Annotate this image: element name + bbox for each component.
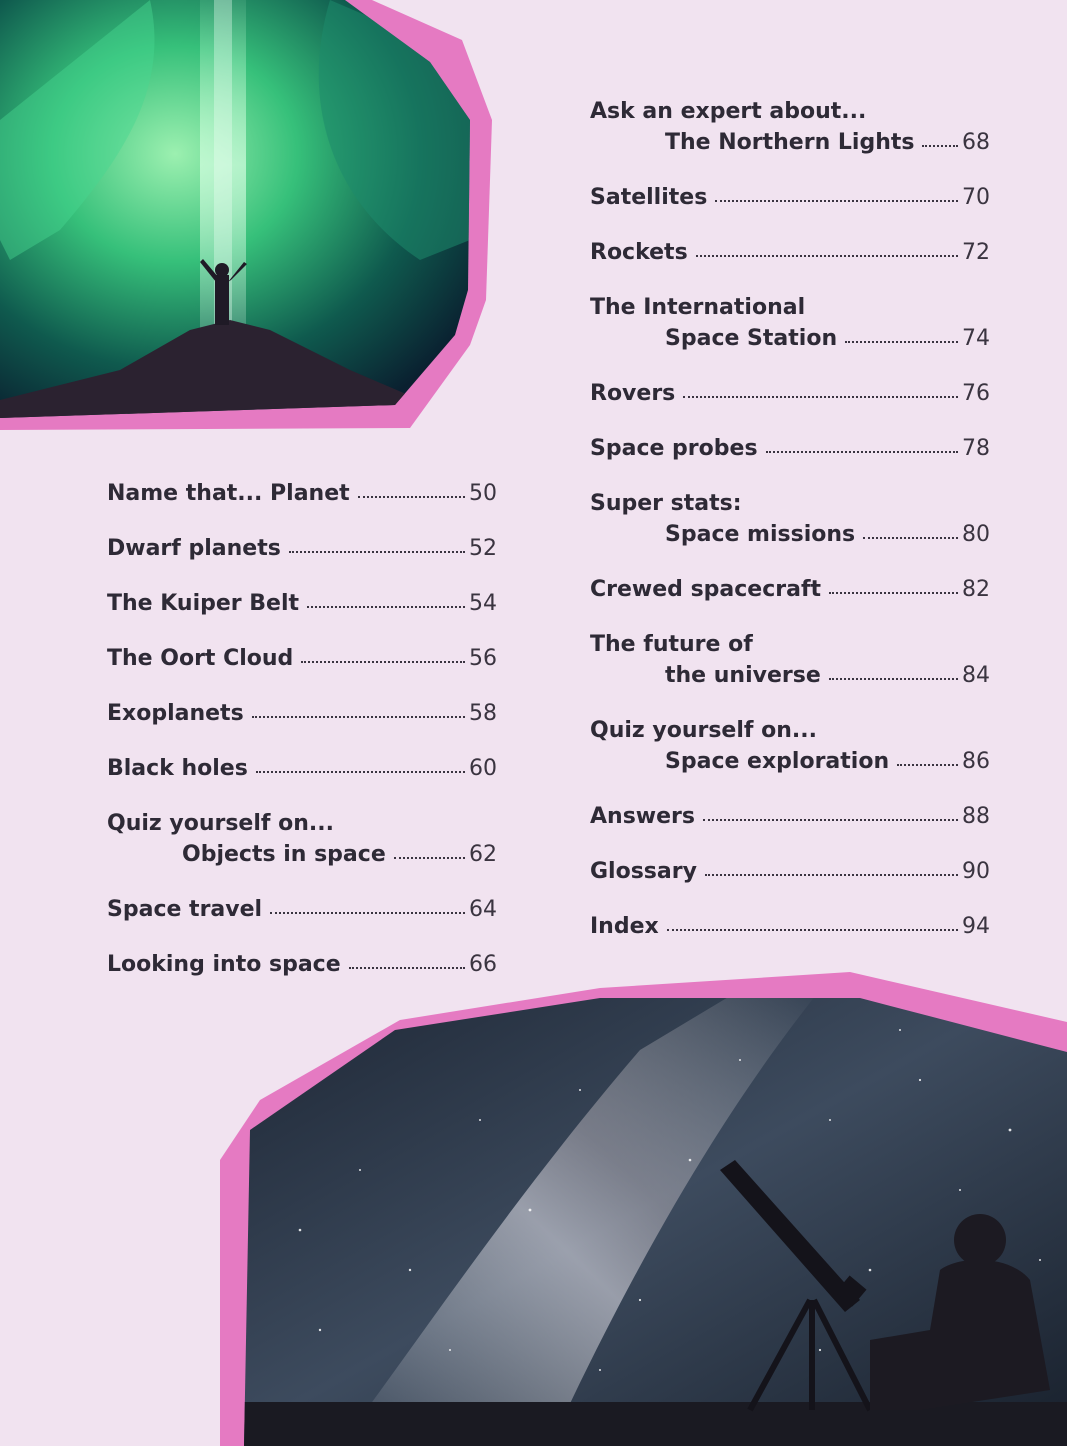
toc-entry-title: Black holes bbox=[107, 756, 248, 781]
dot-leader bbox=[829, 676, 958, 680]
toc-entry-title: Satellites bbox=[590, 185, 708, 210]
dot-leader bbox=[667, 927, 958, 931]
toc-entry-page: 84 bbox=[962, 663, 990, 688]
dot-leader bbox=[252, 714, 465, 718]
toc-entry-title: Exoplanets bbox=[107, 701, 244, 726]
toc-entry-title: Glossary bbox=[590, 859, 697, 884]
toc-entry[interactable] bbox=[107, 533, 497, 564]
telescope-photo bbox=[220, 970, 1067, 1446]
toc-entry-title: Crewed spacecraft bbox=[590, 577, 822, 602]
dot-leader bbox=[705, 872, 958, 876]
toc-entry[interactable] bbox=[590, 433, 990, 464]
dot-leader bbox=[845, 339, 958, 343]
toc-entry-page: 72 bbox=[962, 240, 990, 265]
toc-entry-title: Space travel bbox=[107, 897, 263, 922]
toc-entry[interactable] bbox=[107, 753, 497, 784]
toc-entry[interactable] bbox=[590, 378, 990, 409]
toc-entry[interactable] bbox=[107, 808, 497, 870]
toc-entry-page: 88 bbox=[962, 804, 990, 829]
toc-entry-page: 54 bbox=[469, 591, 497, 616]
toc-entry-title: Rovers bbox=[590, 381, 676, 406]
toc-entry-title: Space probes bbox=[590, 436, 758, 461]
dot-leader bbox=[897, 762, 958, 766]
toc-entry[interactable] bbox=[590, 237, 990, 268]
toc-entry-page: 94 bbox=[962, 914, 990, 939]
toc-entry-heading: The future of bbox=[590, 632, 753, 657]
toc-entry-title: Looking into space bbox=[107, 952, 341, 977]
toc-right-column bbox=[590, 96, 990, 966]
dot-leader bbox=[922, 143, 958, 147]
toc-entry-page: 60 bbox=[469, 756, 497, 781]
toc-entry-page: 52 bbox=[469, 536, 497, 561]
toc-entry-title: Space missions bbox=[665, 522, 856, 547]
toc-entry-title: Space Station bbox=[665, 326, 838, 351]
toc-entry-title: The Northern Lights bbox=[665, 130, 915, 155]
toc-entry[interactable] bbox=[590, 911, 990, 942]
toc-entry-page: 82 bbox=[962, 577, 990, 602]
dot-leader bbox=[358, 494, 465, 498]
toc-entry-page: 86 bbox=[962, 749, 990, 774]
toc-entry-page: 64 bbox=[469, 897, 497, 922]
toc-entry[interactable] bbox=[590, 629, 990, 691]
dot-leader bbox=[349, 965, 465, 969]
dot-leader bbox=[715, 198, 958, 202]
toc-entry-title: The Oort Cloud bbox=[107, 646, 294, 671]
toc-entry[interactable] bbox=[590, 856, 990, 887]
toc-entry[interactable] bbox=[590, 292, 990, 354]
dot-leader bbox=[394, 855, 465, 859]
dot-leader bbox=[289, 549, 465, 553]
toc-entry-page: 70 bbox=[962, 185, 990, 210]
toc-entry-heading: Super stats: bbox=[590, 491, 742, 516]
toc-entry-page: 66 bbox=[469, 952, 497, 977]
toc-entry-title: the universe bbox=[665, 663, 821, 688]
toc-entry[interactable] bbox=[107, 588, 497, 619]
toc-entry-heading: The International bbox=[590, 295, 806, 320]
toc-entry-page: 76 bbox=[962, 381, 990, 406]
dot-leader bbox=[256, 769, 465, 773]
toc-entry-title: Rockets bbox=[590, 240, 688, 265]
toc-entry[interactable] bbox=[590, 801, 990, 832]
toc-entry-page: 78 bbox=[962, 436, 990, 461]
dot-leader bbox=[301, 659, 465, 663]
toc-entry[interactable] bbox=[590, 488, 990, 550]
toc-entry[interactable] bbox=[107, 478, 497, 509]
dot-leader bbox=[863, 535, 958, 539]
toc-entry[interactable] bbox=[107, 949, 497, 980]
toc-entry[interactable] bbox=[107, 894, 497, 925]
toc-entry-title: Objects in space bbox=[182, 842, 386, 867]
toc-entry-title: Name that... Planet bbox=[107, 481, 350, 506]
aurora-photo bbox=[0, 0, 500, 440]
toc-entry-title: The Kuiper Belt bbox=[107, 591, 300, 616]
toc-entry[interactable] bbox=[590, 574, 990, 605]
toc-entry[interactable] bbox=[107, 643, 497, 674]
dot-leader bbox=[829, 590, 958, 594]
dot-leader bbox=[696, 253, 958, 257]
toc-entry-heading: Quiz yourself on... bbox=[590, 718, 817, 743]
toc-entry-page: 90 bbox=[962, 859, 990, 884]
toc-entry-page: 68 bbox=[962, 130, 990, 155]
toc-entry[interactable] bbox=[590, 96, 990, 158]
toc-entry-title: Dwarf planets bbox=[107, 536, 281, 561]
dot-leader bbox=[307, 604, 465, 608]
toc-left-column bbox=[107, 478, 497, 1004]
toc-entry-page: 56 bbox=[469, 646, 497, 671]
toc-entry-page: 80 bbox=[962, 522, 990, 547]
dot-leader bbox=[683, 394, 958, 398]
toc-entry-page: 58 bbox=[469, 701, 497, 726]
toc-entry-page: 74 bbox=[962, 326, 990, 351]
toc-entry-title: Space exploration bbox=[665, 749, 890, 774]
toc-entry[interactable] bbox=[590, 715, 990, 777]
toc-entry-heading: Ask an expert about... bbox=[590, 99, 867, 124]
toc-entry-heading: Quiz yourself on... bbox=[107, 811, 334, 836]
toc-entry[interactable] bbox=[107, 698, 497, 729]
dot-leader bbox=[703, 817, 958, 821]
toc-entry-title: Index bbox=[590, 914, 659, 939]
toc-entry-title: Answers bbox=[590, 804, 695, 829]
toc-entry-page: 62 bbox=[469, 842, 497, 867]
dot-leader bbox=[270, 910, 465, 914]
toc-entry-page: 50 bbox=[469, 481, 497, 506]
dot-leader bbox=[766, 449, 958, 453]
toc-entry[interactable] bbox=[590, 182, 990, 213]
